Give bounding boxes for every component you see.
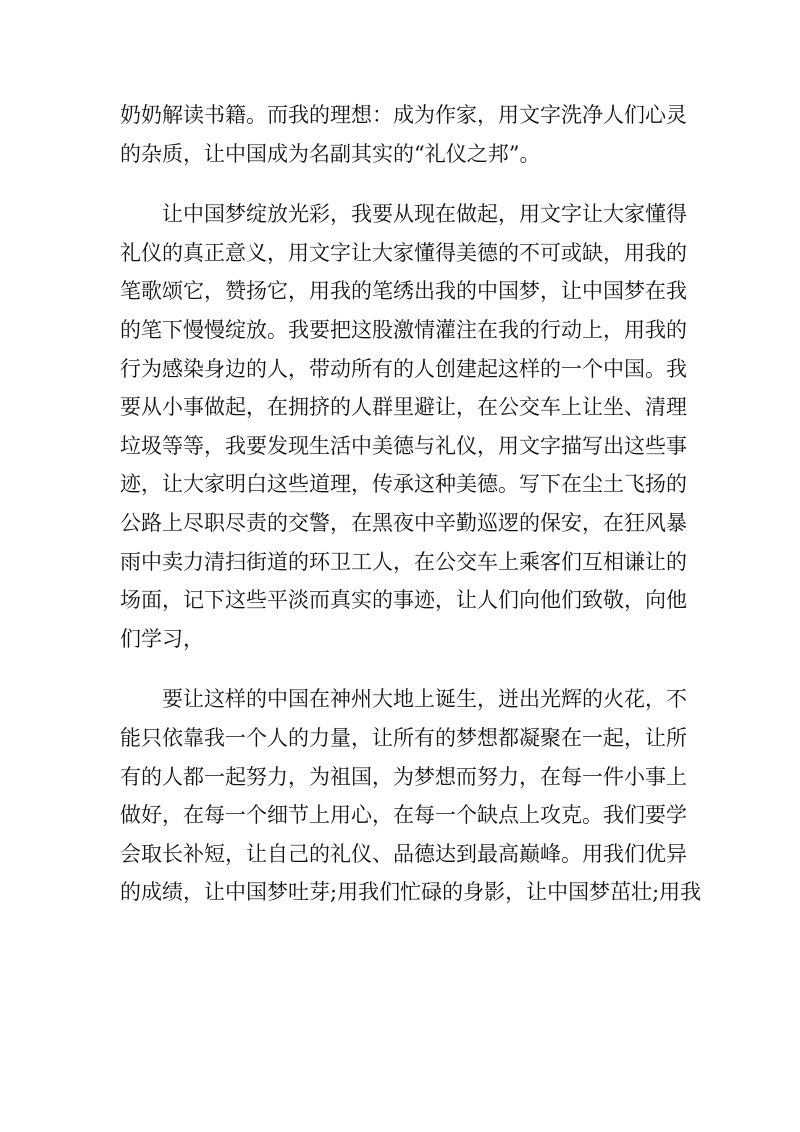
text-line: 让中国梦绽放光彩，我要从现在做起，用文字让大家懂得 <box>162 202 687 227</box>
text-line: 礼仪的真正意义，用文字让大家懂得美德的不可或缺，用我的 <box>120 240 687 265</box>
text-line: 笔歌颂它，赞扬它，用我的笔绣出我的中国梦，让中国梦在我 <box>120 279 687 304</box>
text-line: 行为感染身边的人，带动所有的人创建起这样的一个中国。我 <box>120 356 687 381</box>
text-line: 垃圾等等，我要发现生活中美德与礼仪，用文字描写出这些事 <box>120 433 687 458</box>
text-line: 场面，记下这些平淡而真实的事迹，让人们向他们致敬，向他 <box>120 588 687 613</box>
text-line: 公路上尽职尽责的交警，在黑夜中辛勤巡逻的保安，在狂风暴 <box>120 510 687 535</box>
document-page <box>120 96 702 934</box>
paragraph-3 <box>120 680 702 912</box>
text-line: 迹，让大家明白这些道理，传承这种美德。写下在尘土飞扬的 <box>120 472 687 497</box>
text-line: 雨中卖力清扫街道的环卫工人，在公交车上乘客们互相谦让的 <box>120 549 687 574</box>
text-line: 会取长补短，让自己的礼仪、品德达到最高巅峰。用我们优异 <box>120 841 687 866</box>
text-line: 的笔下慢慢绽放。我要把这股激情灌注在我的行动上，用我的 <box>120 317 687 342</box>
text-line: 的成绩，让中国梦吐芽;用我们忙碌的身影，让中国梦茁壮;用我 <box>120 880 702 905</box>
text-line: 们学习， <box>120 626 204 651</box>
paragraph-2 <box>120 195 687 658</box>
text-line: 奶奶解读书籍。而我的理想：成为作家，用文字洗净人们心灵 <box>120 103 687 127</box>
text-line: 做好，在每一个细节上用心，在每一个缺点上攻克。我们要学 <box>120 803 687 828</box>
text-line: 有的人都一起努力，为祖国，为梦想而努力，在每一件小事上 <box>120 764 687 789</box>
paragraph-1 <box>120 96 687 173</box>
text-line: 的杂质，让中国成为名副其实的“礼仪之邦”。 <box>120 141 541 166</box>
text-line: 能只依靠我一个人的力量，让所有的梦想都凝聚在一起，让所 <box>120 725 687 750</box>
text-line: 要从小事做起，在拥挤的人群里避让，在公交车上让坐、清理 <box>120 395 687 420</box>
text-line: 要让这样的中国在神州大地上诞生，迸出光辉的火花，不 <box>162 687 687 712</box>
